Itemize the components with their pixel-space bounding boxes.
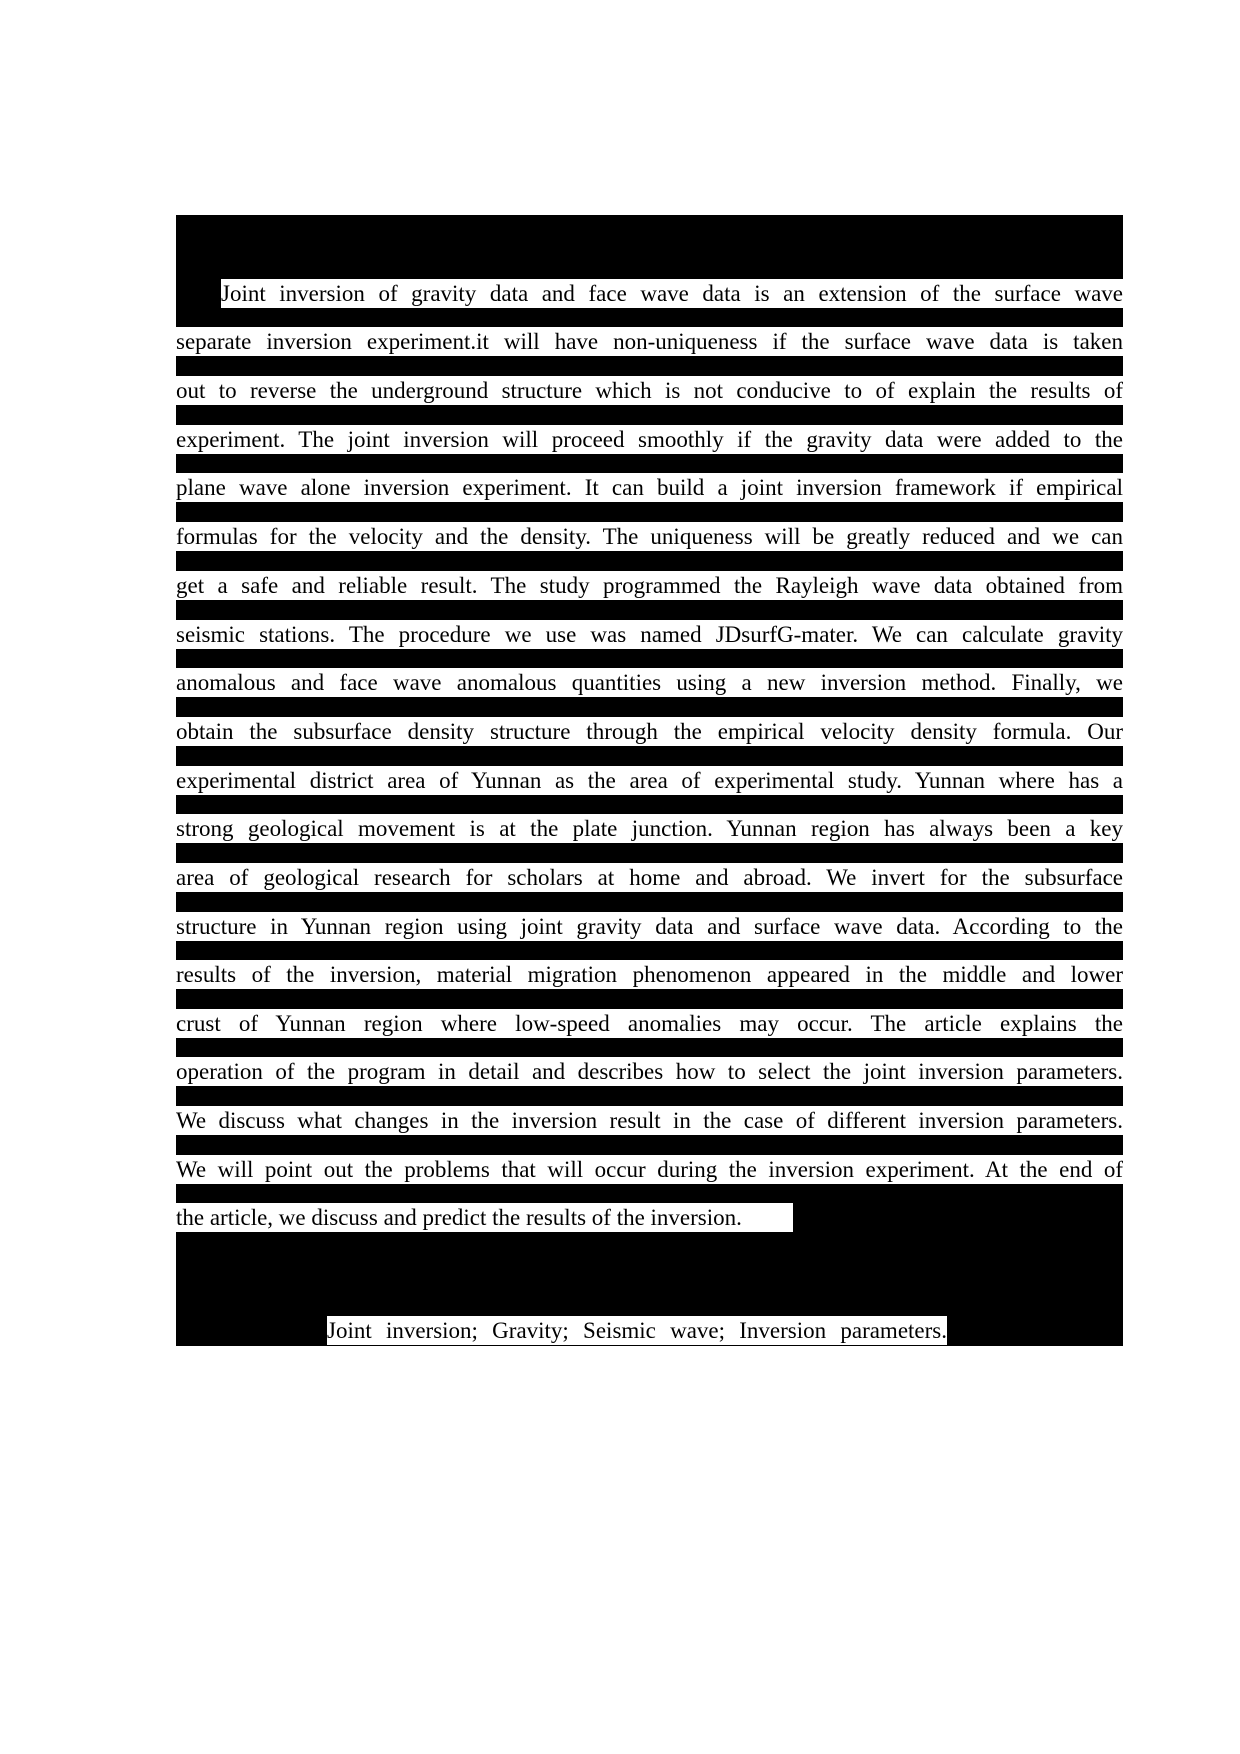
abstract-line: anomalous and face wave anomalous quantities using a new inversion method. Finally, we [176, 670, 1123, 695]
abstract-line: formulas for the velocity and the density. The uniqueness will be greatly reduced and we can [176, 524, 1123, 549]
abstract-line: crust of Yunnan region where low-speed anomalies may occur. The article explains the [176, 1011, 1123, 1036]
abstract-line: plane wave alone inversion experiment. It can build a joint inversion framework if empirical [176, 475, 1123, 500]
abstract-line: results of the inversion, material migration phenomenon appeared in the middle and lower [176, 962, 1123, 987]
abstract-line: seismic stations. The procedure we use was named JDsurfG-mater. We can calculate gravity [176, 622, 1123, 647]
abstract-line: experiment. The joint inversion will proceed smoothly if the gravity data were added to the [176, 427, 1123, 452]
abstract-line: structure in Yunnan region using joint gravity data and surface wave data. According to the [176, 914, 1123, 939]
abstract-line: experimental district area of Yunnan as the area of experimental study. Yunnan where has a [176, 768, 1123, 793]
abstract-line: Joint inversion of gravity data and face wave data is an extension of the surface wave [221, 281, 1123, 306]
abstract-line: obtain the subsurface density structure through the empirical velocity density formula. Our [176, 719, 1123, 744]
abstract-line: the article, we discuss and predict the results of the inversion. [176, 1203, 793, 1232]
abstract-line: get a safe and reliable result. The study programmed the Rayleigh wave data obtained from [176, 573, 1123, 598]
abstract-line: We discuss what changes in the inversion result in the case of different inversion parameters. [176, 1108, 1123, 1133]
abstract-line: out to reverse the underground structure which is not conducive to of explain the results of [176, 378, 1123, 403]
abstract-line: operation of the program in detail and describes how to select the joint inversion parameters. [176, 1059, 1123, 1084]
abstract-line: strong geological movement is at the plate junction. Yunnan region has always been a key [176, 816, 1123, 841]
abstract-line: area of geological research for scholars at home and abroad. We invert for the subsurface [176, 865, 1123, 890]
abstract-line: separate inversion experiment.it will have non-uniqueness if the surface wave data is taken [176, 329, 1123, 354]
abstract-line: We will point out the problems that will occur during the inversion experiment. At the end of [176, 1157, 1123, 1182]
keywords: Joint inversion; Gravity; Seismic wave; Inversion parameters. [327, 1318, 947, 1343]
